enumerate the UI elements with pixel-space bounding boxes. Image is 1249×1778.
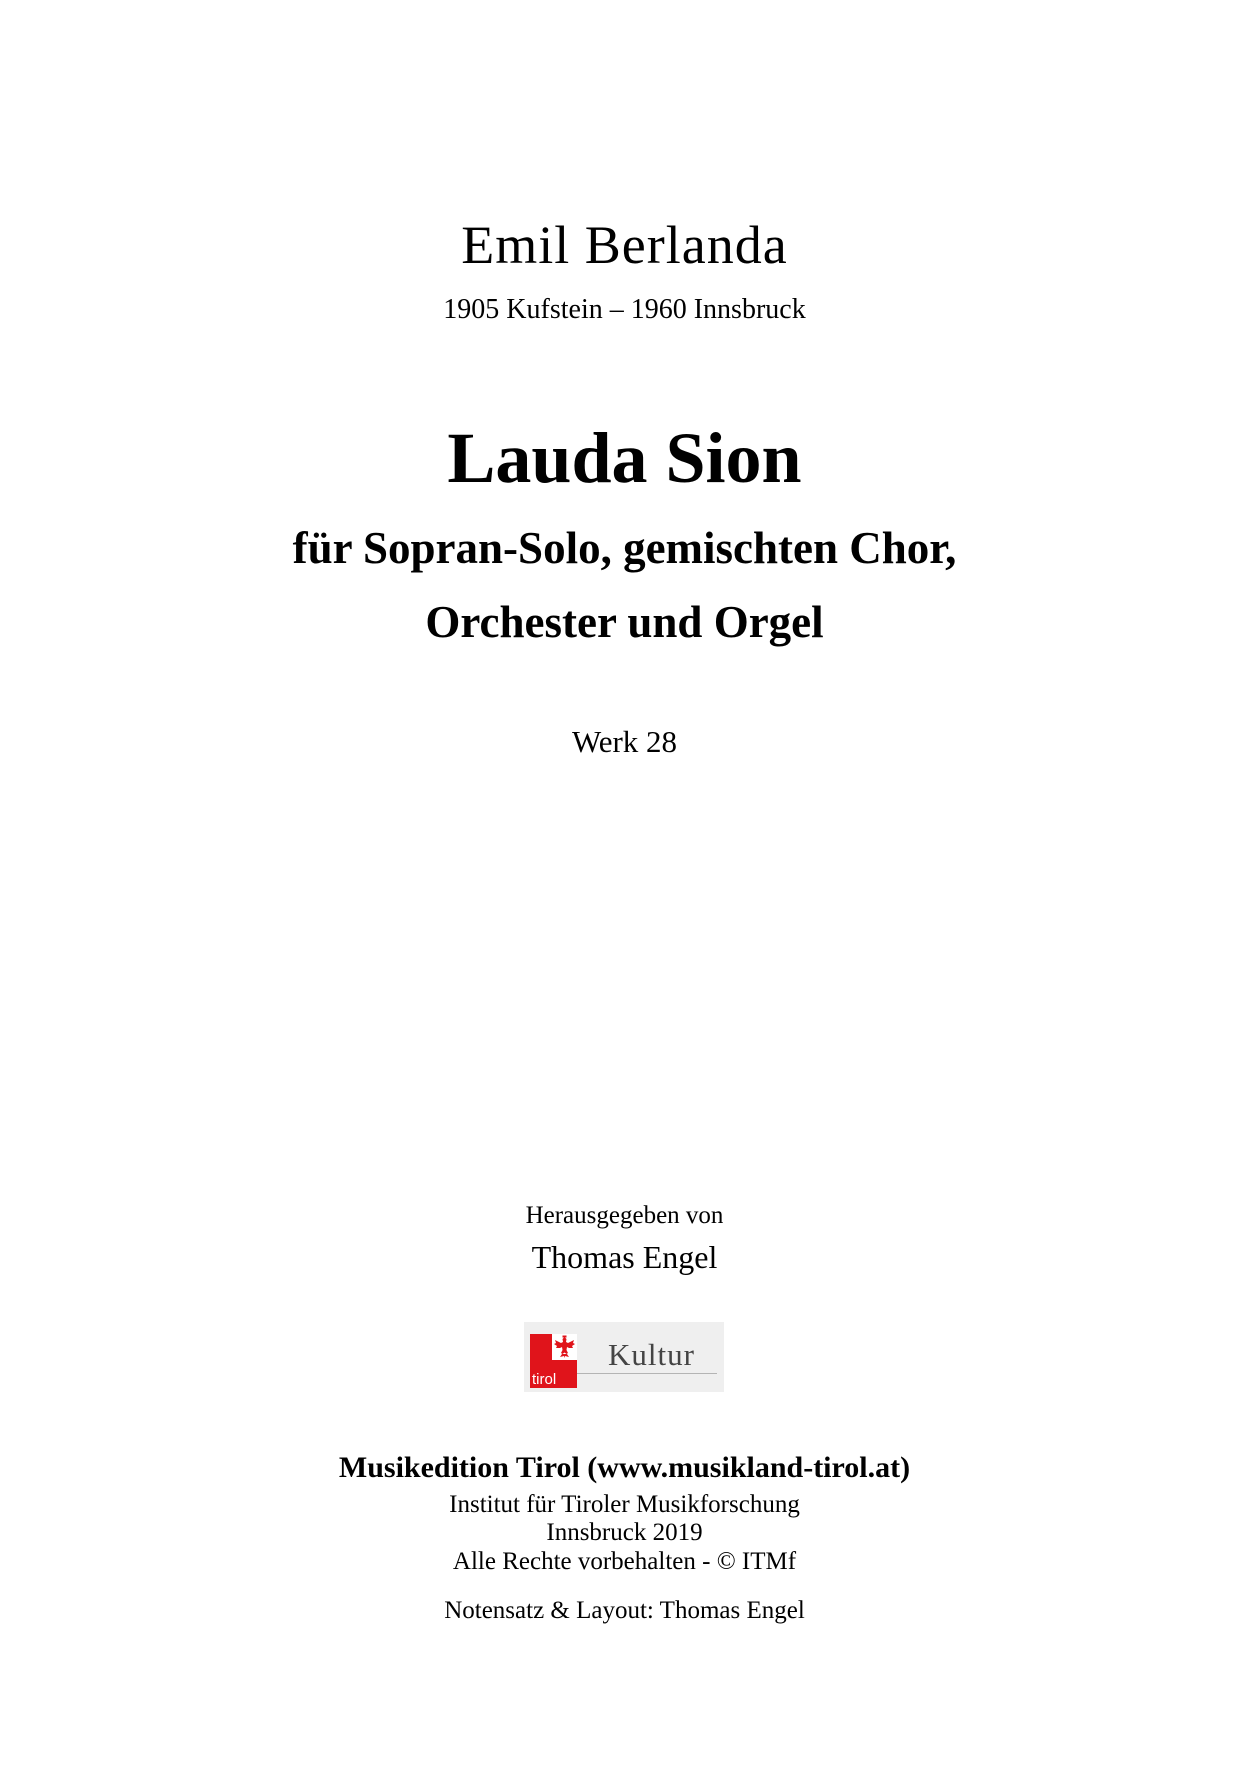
composer-lifespan: 1905 Kufstein – 1960 Innsbruck [443, 294, 806, 325]
edited-by-label: Herausgegeben von [525, 1202, 724, 1229]
composer-name: Emil Berlanda [461, 215, 788, 275]
institute: Institut für Tiroler Musikforschung [449, 1491, 800, 1518]
publisher: Musikedition Tirol (www.musikland-tirol.at) [338, 1451, 911, 1484]
work-subtitle-line-1: für Sopran-Solo, gemischten Chor, [292, 523, 957, 573]
opus-number: Werk 28 [571, 724, 678, 759]
work-subtitle-line-2: Orchester und Orgel [425, 597, 824, 647]
logo-tirol-text: tirol [532, 1371, 557, 1388]
place-year: Innsbruck 2019 [546, 1519, 703, 1546]
logo-rule [577, 1373, 717, 1374]
tirol-kultur-logo [524, 1322, 724, 1392]
work-title: Lauda Sion [447, 418, 802, 498]
typesetting-credits: Notensatz & Layout: Thomas Engel [444, 1597, 805, 1624]
editor-name: Thomas Engel [531, 1239, 718, 1275]
tyrolean-eagle-icon [552, 1334, 577, 1360]
rights-notice: Alle Rechte vorbehalten - © ITMf [452, 1548, 797, 1575]
logo-kultur-text: Kultur [608, 1337, 695, 1372]
